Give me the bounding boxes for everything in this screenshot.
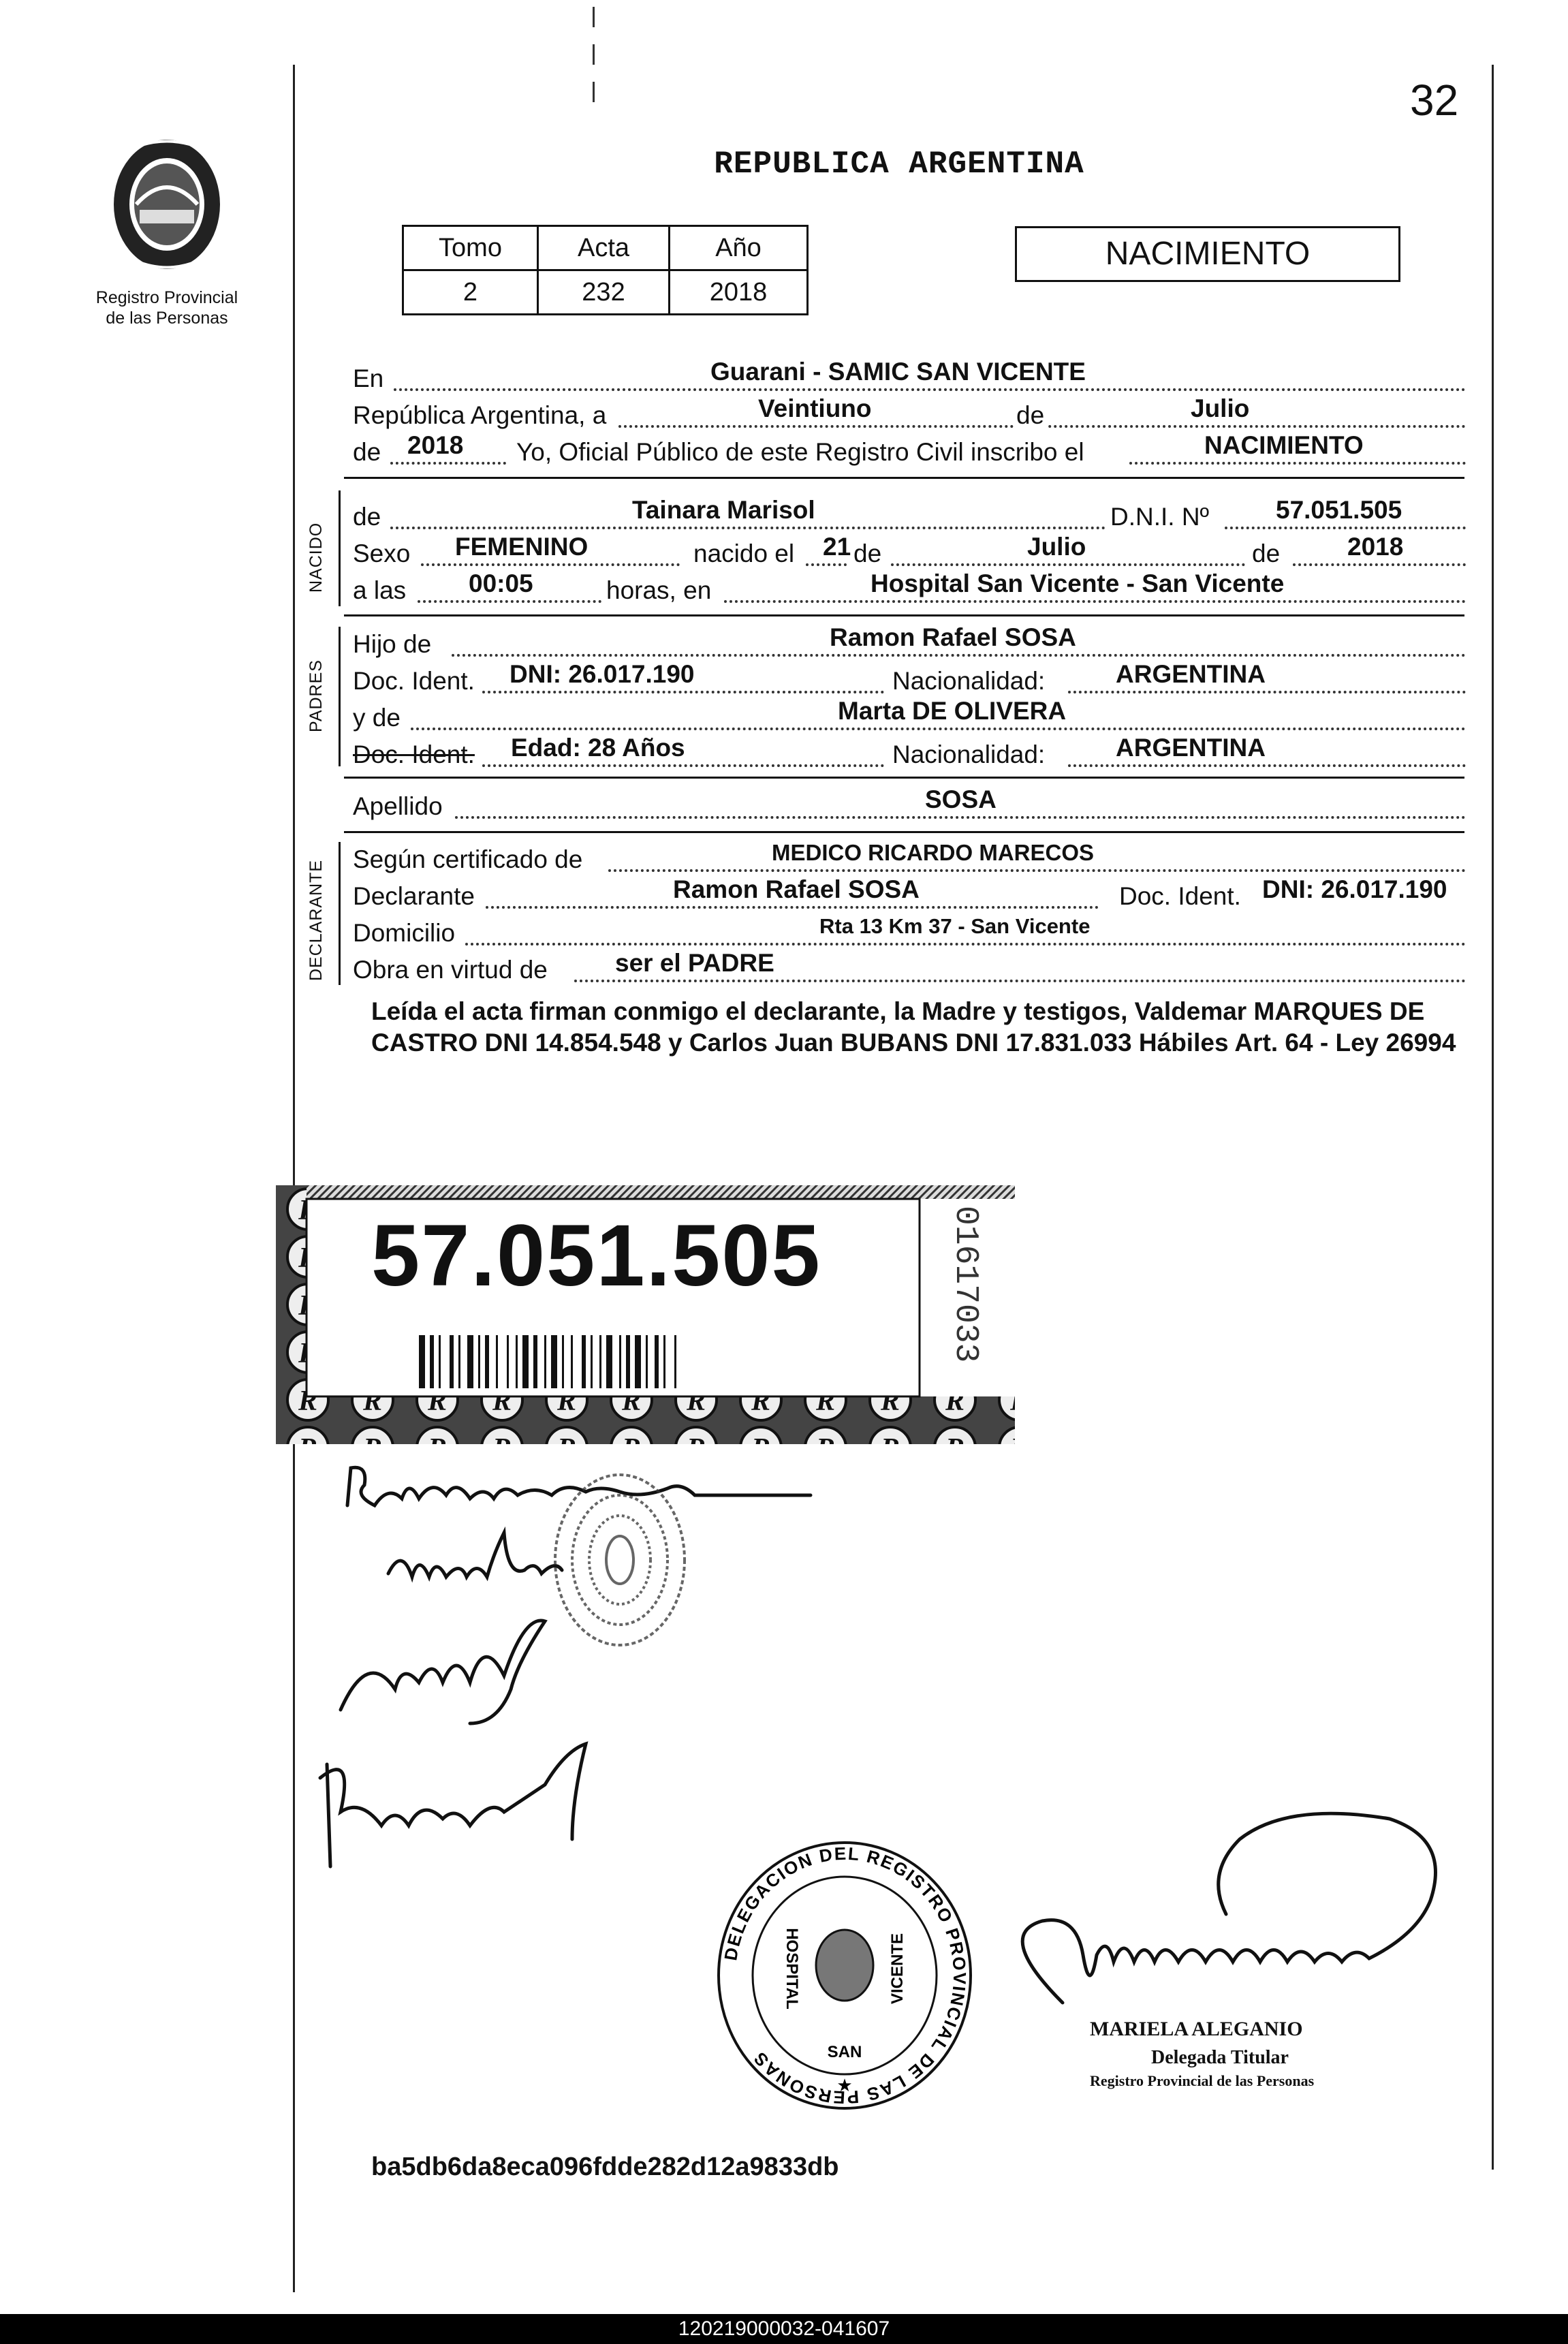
dni-label: D.N.I. Nº <box>1110 503 1210 531</box>
barcode-bar <box>516 1335 518 1388</box>
certificado-label: Según certificado de <box>353 845 583 873</box>
padres-section-label: PADRES <box>307 659 326 732</box>
padres-bracket <box>339 627 341 766</box>
sticker-dni-number: 57.051.505 <box>371 1207 821 1304</box>
domicilio-value: Rta 13 Km 37 - San Vicente <box>819 914 1091 938</box>
birth-place-value: Hospital San Vicente - San Vicente <box>871 569 1285 597</box>
barcode-bar <box>430 1335 434 1388</box>
registry-official-stamp <box>708 1832 981 2119</box>
horas-label: horas, en <box>606 576 712 604</box>
logo-caption-line1: Registro Provincial <box>95 288 238 307</box>
row-nacido-hora <box>353 569 1466 607</box>
fingerprint-smudge <box>555 1475 685 1645</box>
stamp-vicente-text: VICENTE <box>888 1933 907 2005</box>
handwritten-signatures <box>300 1458 913 1880</box>
dotted-line <box>394 388 1466 391</box>
right-margin-rule <box>1492 65 1494 2170</box>
nacido-section-label: NACIDO <box>307 522 326 593</box>
mother-doc-value: Edad: 28 Años <box>511 734 685 762</box>
dotted-line <box>608 869 1466 872</box>
official-office: Registro Provincial de las Personas <box>1090 2072 1315 2089</box>
obra-value: ser el PADRE <box>615 949 774 977</box>
left-margin-rule <box>293 65 295 2292</box>
barcode-bar <box>485 1335 489 1388</box>
father-nationality-value: ARGENTINA <box>1116 660 1266 688</box>
barcode-bar <box>533 1335 537 1388</box>
document-hash: ba5db6da8eca096fdde282d12a9833db <box>371 2153 839 2181</box>
dotted-line <box>418 600 601 603</box>
doc-ident-label: Doc. Ident. <box>1119 882 1241 910</box>
dotted-line <box>574 980 1466 982</box>
barcode-bar <box>646 1335 648 1388</box>
de-label: de <box>1252 540 1281 567</box>
stamp-hospital-text: HOSPITAL <box>783 1928 801 2010</box>
dotted-line <box>1068 691 1466 693</box>
barcode-bar <box>571 1335 573 1388</box>
dotted-line <box>482 764 884 767</box>
month-value: Julio <box>1191 394 1250 422</box>
dotted-line <box>891 563 1245 566</box>
dotted-line <box>465 943 1466 946</box>
official-name: MARIELA ALEGANIO <box>1090 2018 1303 2040</box>
barcode-bar <box>674 1335 676 1388</box>
row-hijo-de <box>353 623 1466 661</box>
barcode-bar <box>582 1335 586 1388</box>
republica-label: República Argentina, a <box>353 401 607 429</box>
father-doc-value: DNI: 26.017.190 <box>509 660 695 688</box>
birth-year-value: 2018 <box>1347 533 1404 561</box>
declarante-bracket <box>339 842 341 985</box>
barcode-bar <box>467 1335 473 1388</box>
sexo-value: FEMENINO <box>455 533 589 561</box>
de2-label: de <box>353 438 381 466</box>
dotted-line <box>486 906 1099 909</box>
en-label: En <box>353 364 384 392</box>
barcode-bar <box>496 1335 498 1388</box>
row-apellido <box>353 785 1466 823</box>
dotted-line <box>390 462 506 465</box>
sexo-label: Sexo <box>353 540 411 567</box>
barcode-bar <box>458 1335 460 1388</box>
barcode-bar <box>439 1335 441 1388</box>
nacido-bracket <box>339 490 341 606</box>
barcode-bar <box>551 1335 557 1388</box>
declarante-doc-value: DNI: 26.017.190 <box>1262 875 1447 903</box>
alas-label: a las <box>353 576 407 604</box>
closing-statement: Leída el acta firman conmigo el declarante, la Madre y testigos, Valdemar MARQUES DE CASTRO DNI 14.854.548 y Carlos Juan BUBANS DNI 17.831.033 Hábiles Art. 64 - Ley 26994 <box>371 997 1456 1057</box>
row-declarante <box>353 875 1466 913</box>
barcode-bar <box>450 1335 454 1388</box>
barcode-bar <box>606 1335 612 1388</box>
birth-day-value: 21 <box>823 533 851 561</box>
barcode-bar <box>478 1335 480 1388</box>
barcode-bar <box>507 1335 509 1388</box>
signature-witness-1 <box>341 1621 545 1723</box>
declarante-value: Ramon Rafael SOSA <box>673 875 920 903</box>
act-type-box: NACIMIENTO <box>1015 226 1400 282</box>
anio-header: Año <box>670 226 808 270</box>
signature-marta <box>388 1533 562 1577</box>
signature-witness-2 <box>320 1744 586 1866</box>
barcode-bar <box>562 1335 564 1388</box>
dotted-line <box>806 563 847 566</box>
barcode-bar <box>591 1335 593 1388</box>
y-de-label: y de <box>353 704 401 732</box>
father-name-value: Ramon Rafael SOSA <box>830 623 1076 651</box>
stamp-san-text: SAN <box>827 2043 862 2061</box>
row-nacido-name <box>353 496 1466 533</box>
barcode-bar <box>419 1335 425 1388</box>
child-name-value: Tainara Marisol <box>632 496 815 524</box>
dotted-line <box>482 691 884 693</box>
section-separator <box>344 777 1464 779</box>
dotted-line <box>1068 764 1466 767</box>
row-domicilio <box>353 914 1466 950</box>
year-value: 2018 <box>407 431 464 459</box>
dotted-line <box>411 728 1466 730</box>
registry-table <box>402 225 809 315</box>
en-value: Guarani - SAMIC SAN VICENTE <box>710 358 1086 386</box>
row-republica <box>353 394 1466 432</box>
row-en <box>353 358 1466 395</box>
dotted-line <box>455 816 1466 819</box>
barcode-bar <box>663 1335 665 1388</box>
section-separator <box>344 477 1464 479</box>
barcode-bar <box>619 1335 621 1388</box>
tomo-value: 2 <box>403 270 538 315</box>
row-obra <box>353 949 1466 986</box>
de-label: de <box>1014 399 1047 432</box>
inscribo-value: NACIMIENTO <box>1204 431 1364 459</box>
child-dni-value: 57.051.505 <box>1276 496 1402 524</box>
acta-header: Acta <box>538 226 670 270</box>
barcode-bar <box>655 1335 659 1388</box>
apellido-label: Apellido <box>353 792 443 820</box>
doc-ident-struck-label: Doc. Ident. <box>353 740 475 768</box>
mother-nationality-value: ARGENTINA <box>1116 734 1266 762</box>
dotted-line <box>1129 462 1466 465</box>
inscribo-label: Yo, Oficial Público de este Registro Civil inscribo el <box>516 438 1084 466</box>
barcode-bar <box>522 1335 529 1388</box>
logo-caption <box>61 287 272 328</box>
dotted-line <box>421 563 680 566</box>
doc-ident-label: Doc. Ident. <box>353 667 475 695</box>
tomo-header: Tomo <box>403 226 538 270</box>
mother-name-value: Marta DE OLIVERA <box>838 697 1067 725</box>
row-father-doc <box>353 660 1466 698</box>
declarante-label: Declarante <box>353 882 475 910</box>
section-separator <box>344 614 1464 616</box>
certificado-value: MEDICO RICARDO MARECOS <box>772 840 1095 865</box>
birth-time-value: 00:05 <box>469 569 533 597</box>
anio-value: 2018 <box>670 270 808 315</box>
official-role: Delegada Titular <box>1151 2047 1289 2068</box>
acta-value: 232 <box>538 270 670 315</box>
day-value: Veintiuno <box>758 394 872 422</box>
domicilio-label: Domicilio <box>353 919 456 947</box>
row-mother-doc <box>353 734 1466 771</box>
footer-code-bar: 120219000032-041607 <box>0 2314 1568 2344</box>
dotted-line <box>390 527 1106 529</box>
nacionalidad-label: Nacionalidad: <box>892 667 1046 695</box>
obra-label: Obra en virtud de <box>353 956 548 984</box>
star-icon: ★ <box>836 2076 853 2096</box>
hijo-de-label: Hijo de <box>353 630 432 658</box>
document-title: REPUBLICA ARGENTINA <box>714 146 1084 182</box>
nacido-el-label: nacido el <box>693 540 795 567</box>
birth-month-value: Julio <box>1027 533 1086 561</box>
row-certificado <box>353 840 1466 876</box>
dotted-line <box>1293 563 1466 566</box>
sticker-serial-number: 01617033 <box>947 1206 984 1363</box>
row-nacido-sexo <box>353 533 1466 570</box>
apellido-value: SOSA <box>925 785 997 813</box>
row-y-de <box>353 697 1466 734</box>
dotted-line <box>724 600 1466 603</box>
logo-caption-line2: de las Personas <box>106 309 228 328</box>
official-signature <box>981 1798 1471 2016</box>
nacionalidad-label: Nacionalidad: <box>892 740 1046 768</box>
stamp-outer-text: DELEGACION DEL REGISTRO PROVINCIAL DE LAS PERSONAS <box>720 1843 971 2108</box>
de-label: de <box>853 540 882 567</box>
barcode-bar <box>635 1335 641 1388</box>
province-seal-logo <box>102 129 232 283</box>
dotted-line <box>452 654 1466 657</box>
page-number: 32 <box>1410 76 1459 125</box>
nacido-de-label: de <box>353 503 381 531</box>
row-inscribo <box>353 431 1466 469</box>
barcode-bar <box>599 1335 601 1388</box>
section-separator <box>344 831 1464 833</box>
declarante-section-label: DECLARANTE <box>307 859 326 981</box>
signature-ramonara <box>347 1467 811 1505</box>
barcode-bar <box>544 1335 546 1388</box>
barcode-bar <box>626 1335 630 1388</box>
dotted-line <box>1225 527 1466 529</box>
fold-marks <box>593 7 595 109</box>
